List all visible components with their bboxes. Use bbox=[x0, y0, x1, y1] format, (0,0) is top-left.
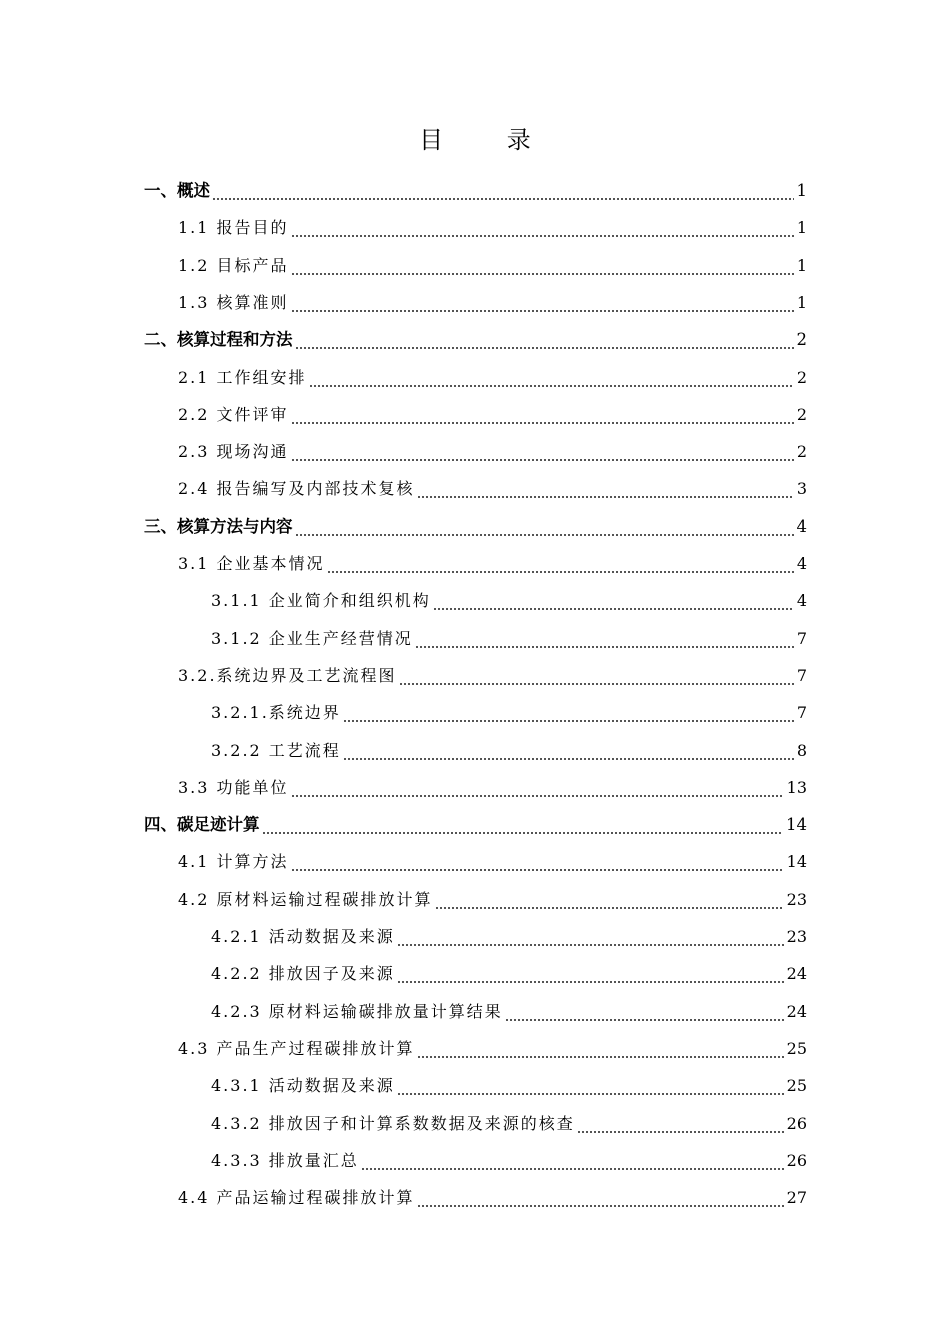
toc-entry-page-number: 25 bbox=[786, 1076, 807, 1096]
toc-entry-page-number: 1 bbox=[796, 292, 807, 312]
toc-entry[interactable] bbox=[178, 650, 807, 687]
dot-leader bbox=[291, 294, 794, 314]
toc-entry-label: 3.1.2 企业生产经营情况 bbox=[211, 628, 413, 648]
toc-entry[interactable] bbox=[178, 240, 807, 277]
toc-entry-label: 4.2.1 活动数据及来源 bbox=[211, 927, 395, 946]
toc-entry[interactable] bbox=[178, 836, 807, 873]
toc-entry[interactable] bbox=[211, 1098, 807, 1135]
toc-entry[interactable] bbox=[211, 613, 807, 650]
toc-entry-label: 4.4 产品运输过程碳排放计算 bbox=[178, 1188, 415, 1208]
toc-entry-label: 4.3.3 排放量汇总 bbox=[211, 1150, 359, 1170]
toc-entry-label: 3.3 功能单位 bbox=[178, 777, 289, 797]
toc-entry-label: 一、概述 bbox=[144, 181, 210, 200]
toc-entry[interactable] bbox=[178, 389, 807, 426]
toc-entry[interactable] bbox=[211, 948, 807, 985]
toc-entry-page-number: 1 bbox=[796, 255, 807, 275]
toc-entry-page-number: 25 bbox=[786, 1038, 807, 1058]
toc-entry-label: 2.2 文件评审 bbox=[178, 404, 289, 424]
toc-entry-label: 3.2.2 工艺流程 bbox=[211, 740, 341, 760]
toc-entry-page-number: 1 bbox=[796, 218, 807, 238]
toc-entry[interactable] bbox=[178, 874, 807, 911]
toc-entry-page-number: 8 bbox=[796, 740, 807, 760]
dot-leader bbox=[291, 406, 794, 426]
dot-leader bbox=[291, 853, 784, 873]
toc-entry-label: 4.3 产品生产过程碳排放计算 bbox=[178, 1038, 415, 1058]
toc-entry[interactable] bbox=[144, 165, 807, 202]
toc-entry-page-number: 24 bbox=[786, 964, 807, 984]
dot-leader bbox=[397, 1077, 784, 1097]
dot-leader bbox=[417, 1189, 784, 1209]
dot-leader bbox=[327, 555, 794, 575]
toc-entry[interactable] bbox=[178, 762, 807, 799]
dot-leader bbox=[417, 480, 794, 500]
toc-entry-page-number: 4 bbox=[796, 516, 807, 536]
toc-entry[interactable] bbox=[178, 277, 807, 314]
toc-entry[interactable] bbox=[211, 911, 807, 948]
toc-entry-label: 3.1.1 企业简介和组织机构 bbox=[211, 591, 431, 611]
toc-entry-label: 1.1 报告目的 bbox=[178, 218, 289, 238]
dot-leader bbox=[435, 891, 784, 911]
toc-entry-label: 4.2 原材料运输过程碳排放计算 bbox=[178, 889, 433, 909]
dot-leader bbox=[212, 182, 794, 202]
dot-leader bbox=[397, 928, 784, 948]
toc-entry-page-number: 23 bbox=[786, 889, 807, 909]
toc-entry-page-number: 7 bbox=[796, 628, 807, 648]
dot-leader bbox=[295, 331, 794, 351]
toc-entry-label: 2.3 现场沟通 bbox=[178, 442, 289, 462]
toc-entry-page-number: 7 bbox=[796, 665, 807, 685]
dot-leader bbox=[295, 518, 794, 538]
toc-entry-page-number: 13 bbox=[786, 777, 807, 797]
toc-entry-label: 2.1 工作组安排 bbox=[178, 367, 307, 387]
dot-leader bbox=[417, 1040, 784, 1060]
toc-entry[interactable] bbox=[178, 463, 807, 500]
toc-entry-label: 3.2.1.系统边界 bbox=[211, 703, 341, 723]
toc-entry[interactable] bbox=[178, 202, 807, 239]
toc-entry-page-number: 24 bbox=[786, 1001, 807, 1021]
toc-entry-page-number: 14 bbox=[786, 852, 807, 872]
dot-leader bbox=[577, 1115, 784, 1135]
toc-entry-page-number: 23 bbox=[786, 927, 807, 946]
toc-entry-page-number: 26 bbox=[786, 1150, 807, 1170]
toc-entry[interactable] bbox=[178, 1023, 807, 1060]
dot-leader bbox=[291, 443, 794, 463]
dot-leader bbox=[291, 219, 794, 239]
toc-entry-label: 4.1 计算方法 bbox=[178, 852, 289, 872]
toc-entry[interactable] bbox=[144, 799, 807, 836]
toc-entry-label: 3.2.系统边界及工艺流程图 bbox=[178, 665, 397, 685]
toc-entry-label: 3.1 企业基本情况 bbox=[178, 554, 325, 573]
toc-entry[interactable] bbox=[178, 426, 807, 463]
dot-leader bbox=[433, 592, 794, 612]
toc-entry[interactable] bbox=[211, 1060, 807, 1097]
toc-entry[interactable] bbox=[211, 1135, 807, 1172]
dot-leader bbox=[343, 704, 794, 724]
toc-entry[interactable] bbox=[178, 1172, 807, 1209]
toc-entry-label: 4.3.1 活动数据及来源 bbox=[211, 1076, 395, 1096]
toc-entry-label: 1.2 目标产品 bbox=[178, 255, 289, 275]
toc-entry-label: 2.4 报告编写及内部技术复核 bbox=[178, 479, 415, 499]
toc-entry-label: 二、核算过程和方法 bbox=[144, 330, 293, 350]
toc-entry-page-number: 26 bbox=[786, 1113, 807, 1133]
toc-entry-page-number: 2 bbox=[796, 330, 807, 350]
dot-leader bbox=[361, 1152, 784, 1172]
toc-entry[interactable] bbox=[144, 314, 807, 351]
toc-entry[interactable] bbox=[211, 687, 807, 724]
toc-entry[interactable] bbox=[211, 725, 807, 762]
toc-entry-page-number: 2 bbox=[796, 442, 807, 462]
toc-entry-page-number: 7 bbox=[796, 703, 807, 723]
toc-entry-label: 四、碳足迹计算 bbox=[144, 815, 260, 835]
toc-entry-page-number: 4 bbox=[796, 554, 807, 573]
dot-leader bbox=[415, 630, 794, 650]
toc-entry[interactable] bbox=[211, 575, 807, 612]
dot-leader bbox=[309, 369, 794, 389]
toc-entry-page-number: 3 bbox=[796, 479, 807, 499]
dot-leader bbox=[397, 965, 784, 985]
toc-entry-page-number: 2 bbox=[796, 367, 807, 387]
toc-entry[interactable] bbox=[178, 538, 807, 575]
toc-entry-page-number: 27 bbox=[786, 1188, 807, 1208]
toc-entry-page-number: 14 bbox=[786, 815, 807, 835]
toc-entry-label: 4.2.3 原材料运输碳排放量计算结果 bbox=[211, 1001, 503, 1021]
dot-leader bbox=[262, 816, 784, 836]
toc-entry-page-number: 4 bbox=[796, 591, 807, 611]
dot-leader bbox=[343, 742, 794, 762]
toc-entry[interactable] bbox=[144, 501, 807, 538]
dot-leader bbox=[505, 1003, 784, 1023]
dot-leader bbox=[399, 667, 794, 687]
toc-entry-label: 三、核算方法与内容 bbox=[144, 516, 293, 536]
toc-entry-label: 4.3.2 排放因子和计算系数数据及来源的核查 bbox=[211, 1113, 575, 1133]
dot-leader bbox=[291, 779, 784, 799]
dot-leader bbox=[291, 257, 794, 277]
toc-entry-label: 1.3 核算准则 bbox=[178, 292, 289, 312]
toc-entry-page-number: 2 bbox=[796, 404, 807, 424]
page-title: 目 录 bbox=[419, 126, 559, 154]
toc-entry[interactable] bbox=[178, 352, 807, 389]
toc-entry-page-number: 1 bbox=[796, 181, 807, 200]
toc-entry-label: 4.2.2 排放因子及来源 bbox=[211, 964, 395, 984]
toc-entry[interactable] bbox=[211, 986, 807, 1023]
